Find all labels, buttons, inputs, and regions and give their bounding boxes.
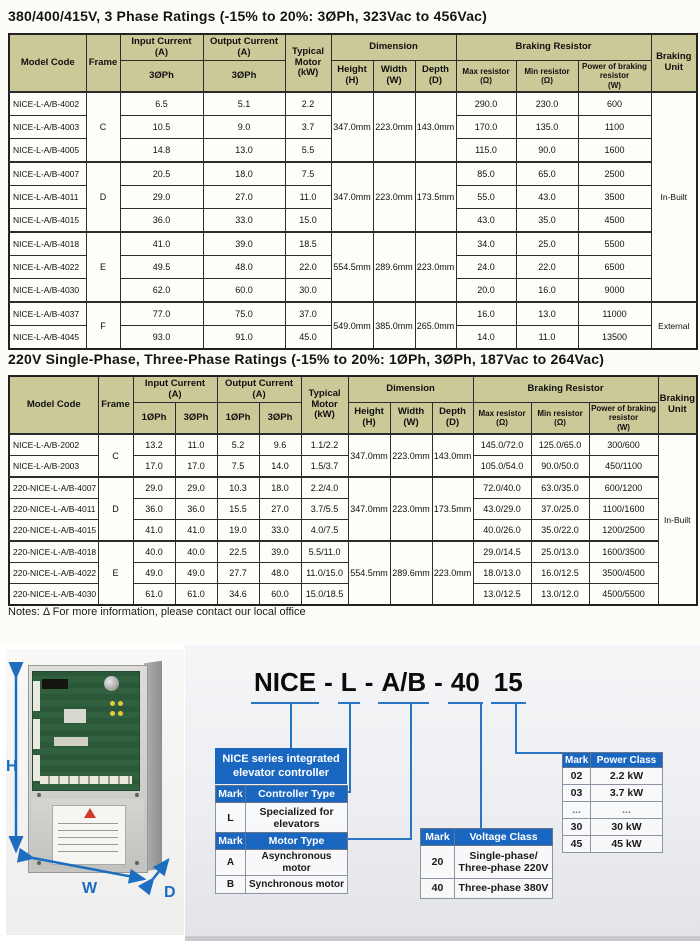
value-cell: 125.0/65.0 — [531, 434, 589, 456]
col-header-frame: Frame — [86, 34, 120, 92]
value-cell: 3500 — [578, 186, 651, 209]
model-code-title — [249, 667, 528, 704]
label-text-line — [58, 851, 118, 852]
value-cell: 33.0 — [259, 520, 301, 542]
value-cell: 170.0 — [456, 116, 516, 139]
connector-line-power — [515, 752, 562, 754]
value-cell: 115.0 — [456, 139, 516, 163]
screw — [135, 793, 139, 797]
value-cell: 16.0/12.5 — [531, 563, 589, 584]
value-cell: 39.0 — [259, 541, 301, 563]
value-cell: 290.0 — [456, 92, 516, 116]
value-cell: 1200/2500 — [589, 520, 658, 542]
value-cell: 5.5/11.0 — [301, 541, 348, 563]
value-cell: 35.0 — [516, 209, 578, 233]
value-cell: 20.0 — [456, 279, 516, 303]
value-cell: 105.0/54.0 — [473, 456, 531, 478]
col-header-width: Width (W) — [373, 61, 415, 93]
col-header-height: Height (H) — [331, 61, 373, 93]
col-header-power-resistor: Power of braking resistor (W) — [589, 403, 658, 435]
value-cell: 1100/1600 — [589, 499, 658, 520]
mark-cell: 03 — [563, 785, 591, 802]
frame-cell: E — [98, 541, 133, 605]
col-header-3ph: 3ØPh — [203, 61, 285, 93]
value-cell: 37.0/25.0 — [531, 499, 589, 520]
value-cell: 36.0 — [133, 499, 175, 520]
col-header-min-resistor: Min resistor (Ω) — [516, 61, 578, 93]
value-cell: 27.7 — [217, 563, 259, 584]
value-cell: 3.7/5.5 — [301, 499, 348, 520]
width-label: W — [82, 880, 98, 897]
value-cell: 41.0 — [120, 232, 203, 256]
dim-cell: 223.0mm — [373, 92, 415, 162]
value-cell: 65.0 — [516, 162, 578, 186]
value-cell: 230.0 — [516, 92, 578, 116]
frame-cell: C — [86, 92, 120, 162]
value-cell: 13.0/12.5 — [473, 584, 531, 606]
pcb-connector — [33, 681, 40, 711]
value-cell: 10.5 — [120, 116, 203, 139]
value-cell: 4500 — [578, 209, 651, 233]
value-cell: 7.5 — [217, 456, 259, 478]
value-cell: Single-phase/ Three-phase 220V — [455, 846, 553, 879]
value-cell: 5500 — [578, 232, 651, 256]
value-cell: 10.3 — [217, 477, 259, 499]
col-header-model: Model Code — [9, 34, 86, 92]
col-header-depth: Depth (D) — [415, 61, 456, 93]
dim-cell: 143.0mm — [415, 92, 456, 162]
screw — [37, 861, 41, 865]
dim-cell: 549.0mm — [331, 302, 373, 349]
dim-cell: 289.6mm — [373, 232, 415, 302]
value-cell: 61.0 — [175, 584, 217, 606]
value-cell: 6.5 — [120, 92, 203, 116]
voltage-class-table — [420, 828, 553, 899]
mark-cell: 20 — [421, 846, 455, 879]
value-cell: 13.0/12.0 — [531, 584, 589, 606]
value-cell: 91.0 — [203, 326, 285, 350]
model-cell: 220-NICE-L-A/B-4030 — [9, 584, 98, 606]
dim-cell: 223.0mm — [390, 434, 432, 477]
value-cell: 27.0 — [259, 499, 301, 520]
col-header-frame: Frame — [98, 376, 133, 434]
braking-unit-cell: External — [651, 302, 697, 349]
value-cell: 45.0 — [285, 326, 331, 350]
value-cell: 13.0 — [203, 139, 285, 163]
value-cell: 93.0 — [120, 326, 203, 350]
dim-cell: 223.0mm — [432, 541, 473, 605]
value-cell: 9.6 — [259, 434, 301, 456]
value-cell: 18.0/13.0 — [473, 563, 531, 584]
value-cell: 135.0 — [516, 116, 578, 139]
pcb-terminal-strip — [40, 776, 132, 784]
pcb-led — [110, 711, 115, 716]
col-header-motor: Typical Motor (kW) — [301, 376, 348, 434]
pcb-connector — [33, 719, 40, 749]
controller-type-table — [215, 785, 348, 834]
col-header-3ph: 3ØPh — [120, 61, 203, 93]
value-cell: 29.0 — [175, 477, 217, 499]
dim-cell: 347.0mm — [348, 434, 390, 477]
value-cell: 5.2 — [217, 434, 259, 456]
model-cell: NICE-L-A/B-4011 — [9, 186, 86, 209]
table2-title: 220V Single-Phase, Three-Phase Ratings (-15% to 20%: 1ØPh, 3ØPh, 187Vac to 264Vac) — [8, 351, 605, 367]
value-cell: 25.0/13.0 — [531, 541, 589, 563]
mark-header: Mark — [216, 833, 246, 850]
model-cell: NICE-L-A/B-4037 — [9, 302, 86, 326]
col-header-depth: Depth (D) — [432, 403, 473, 435]
model-cell: 220-NICE-L-A/B-4018 — [9, 541, 98, 563]
value-cell: 14.8 — [120, 139, 203, 163]
braking-unit-cell: In-Built — [651, 92, 697, 302]
col-header-dimension: Dimension — [331, 34, 456, 61]
mark-cell: 30 — [563, 819, 591, 836]
pcb-chip — [54, 737, 88, 746]
value-cell: 2500 — [578, 162, 651, 186]
col-header-1ph: 1ØPh — [133, 403, 175, 435]
col-header-dimension: Dimension — [348, 376, 473, 403]
dim-cell: 289.6mm — [390, 541, 432, 605]
col-header-braking-unit: Braking Unit — [651, 34, 697, 92]
value-cell: 1.5/3.7 — [301, 456, 348, 478]
dim-cell: 143.0mm — [432, 434, 473, 477]
dim-cell: 223.0mm — [373, 162, 415, 232]
value-cell: 22.0 — [285, 256, 331, 279]
value-cell: 24.0 — [456, 256, 516, 279]
value-cell: 13.0 — [516, 302, 578, 326]
value-cell: 49.0 — [133, 563, 175, 584]
value-cell: 11.0/15.0 — [301, 563, 348, 584]
mark-header: Mark — [563, 753, 591, 768]
value-cell: 85.0 — [456, 162, 516, 186]
connector-line-motor — [347, 838, 410, 840]
depth-label: D — [164, 884, 176, 901]
value-cell: 11.0 — [285, 186, 331, 209]
connector-line-series — [290, 703, 292, 748]
value-cell: 1600 — [578, 139, 651, 163]
dim-cell: 173.5mm — [432, 477, 473, 541]
dim-cell: 385.0mm — [373, 302, 415, 349]
value-cell: 13.2 — [133, 434, 175, 456]
value-cell: 40.0 — [133, 541, 175, 563]
value-cell: 16.0 — [516, 279, 578, 303]
frame-cell: F — [86, 302, 120, 349]
value-cell: 33.0 — [203, 209, 285, 233]
value-cell: 2.2 — [285, 92, 331, 116]
value-cell: 43.0 — [456, 209, 516, 233]
value-cell: 22.5 — [217, 541, 259, 563]
pcb-chip — [64, 709, 86, 723]
value-cell: 90.0/50.0 — [531, 456, 589, 478]
model-cell: NICE-L-A/B-2003 — [9, 456, 98, 478]
value-cell: 75.0 — [203, 302, 285, 326]
ratings-table-220v — [8, 375, 698, 606]
series-description-box: NICE series integrated elevator controller — [215, 748, 347, 784]
model-cell: 220-NICE-L-A/B-4011 — [9, 499, 98, 520]
value-cell: 37.0 — [285, 302, 331, 326]
mark-cell: A — [216, 850, 246, 876]
value-cell: 4500/5500 — [589, 584, 658, 606]
dim-cell: 347.0mm — [331, 92, 373, 162]
connector-line-voltage — [480, 703, 482, 828]
model-cell: 220-NICE-L-A/B-4015 — [9, 520, 98, 542]
value-cell: 39.0 — [203, 232, 285, 256]
value-cell: 13500 — [578, 326, 651, 350]
value-cell: 11.0 — [516, 326, 578, 350]
value-cell: 15.5 — [217, 499, 259, 520]
value-cell: 3500/4500 — [589, 563, 658, 584]
col-header-1ph: 1ØPh — [217, 403, 259, 435]
mark-cell: B — [216, 876, 246, 894]
label-text-line — [58, 830, 118, 831]
value-cell: 11000 — [578, 302, 651, 326]
value-cell: Specialized for elevators — [246, 803, 348, 834]
braking-unit-cell: In-Built — [658, 434, 697, 605]
value-cell: 5.5 — [285, 139, 331, 163]
col-header-input: Input Current (A) — [133, 376, 217, 403]
value-cell: 9.0 — [203, 116, 285, 139]
dim-cell: 347.0mm — [331, 162, 373, 232]
mark-header: Mark — [421, 829, 455, 846]
value-cell: 4.0/7.5 — [301, 520, 348, 542]
value-cell: 2.2/4.0 — [301, 477, 348, 499]
mark-cell: 02 — [563, 768, 591, 785]
value-cell: 36.0 — [175, 499, 217, 520]
col-header-output: Output Current (A) — [217, 376, 301, 403]
frame-cell: C — [98, 434, 133, 477]
value-cell: 40.0 — [175, 541, 217, 563]
value-cell: 17.0 — [175, 456, 217, 478]
connector-line-motor — [410, 703, 412, 840]
frame-cell: D — [98, 477, 133, 541]
value-cell: 25.0 — [516, 232, 578, 256]
value-cell: 29.0/14.5 — [473, 541, 531, 563]
model-cell: NICE-L-A/B-4015 — [9, 209, 86, 233]
value-cell: 29.0 — [133, 477, 175, 499]
controller-type-header: Controller Type — [246, 786, 348, 803]
mark-cell: 45 — [563, 836, 591, 853]
model-cell: NICE-L-A/B-4002 — [9, 92, 86, 116]
value-cell: 15.0/18.5 — [301, 584, 348, 606]
frame-cell: D — [86, 162, 120, 232]
col-header-braking-resistor: Braking Resistor — [456, 34, 651, 61]
value-cell: 30 kW — [591, 819, 663, 836]
value-cell: 63.0/35.0 — [531, 477, 589, 499]
pcb-display — [42, 679, 68, 689]
value-cell: 600/1200 — [589, 477, 658, 499]
value-cell: 6500 — [578, 256, 651, 279]
value-cell: 14.0 — [456, 326, 516, 350]
value-cell: 18.0 — [259, 477, 301, 499]
value-cell: 48.0 — [259, 563, 301, 584]
value-cell: 43.0 — [516, 186, 578, 209]
dim-cell: 223.0mm — [390, 477, 432, 541]
pcb-led — [110, 701, 115, 706]
col-header-braking-unit: Braking Unit — [658, 376, 697, 434]
model-cell: NICE-L-A/B-4018 — [9, 232, 86, 256]
col-header-input: Input Current (A) — [120, 34, 203, 61]
value-cell: 1100 — [578, 116, 651, 139]
col-header-power-resistor: Power of braking resistor (W) — [578, 61, 651, 93]
value-cell: 16.0 — [456, 302, 516, 326]
model-separator: - — [434, 667, 443, 697]
motor-type-header: Motor Type — [246, 833, 348, 850]
value-cell: 43.0/29.0 — [473, 499, 531, 520]
value-cell: 14.0 — [259, 456, 301, 478]
value-cell: 9000 — [578, 279, 651, 303]
ratings-table-380v — [8, 33, 698, 350]
model-cell: NICE-L-A/B-4007 — [9, 162, 86, 186]
value-cell: 45 kW — [591, 836, 663, 853]
voltage-class-header: Voltage Class — [455, 829, 553, 846]
model-cell: NICE-L-A/B-4030 — [9, 279, 86, 303]
table1-title: 380/400/415V, 3 Phase Ratings (-15% to 20%: 3ØPh, 323Vac to 456Vac) — [8, 8, 488, 24]
dim-cell: 173.5mm — [415, 162, 456, 232]
value-cell: 27.0 — [203, 186, 285, 209]
value-cell: 60.0 — [203, 279, 285, 303]
col-header-3ph: 3ØPh — [175, 403, 217, 435]
dim-cell: 554.5mm — [331, 232, 373, 302]
pcb-led — [118, 711, 123, 716]
model-segment-series: NICE — [251, 667, 319, 704]
model-separator: - — [324, 667, 333, 697]
bottom-section — [0, 645, 700, 941]
controller-product-photo — [6, 649, 184, 935]
value-cell: 34.6 — [217, 584, 259, 606]
value-cell: 1.1/2.2 — [301, 434, 348, 456]
value-cell: 36.0 — [120, 209, 203, 233]
value-cell: 19.0 — [217, 520, 259, 542]
dim-cell: 347.0mm — [348, 477, 390, 541]
notes-text: Notes: Δ For more information, please contact our local office — [8, 606, 306, 618]
value-cell: 17.0 — [133, 456, 175, 478]
model-cell: NICE-L-A/B-2002 — [9, 434, 98, 456]
pcb-connector — [33, 755, 40, 781]
value-cell: 61.0 — [133, 584, 175, 606]
value-cell: Asynchronous motor — [246, 850, 348, 876]
warning-triangle-icon — [84, 808, 96, 818]
model-segment-controller: L — [338, 667, 360, 704]
model-segment-motor: A/B — [378, 667, 429, 704]
value-cell: 35.0/22.0 — [531, 520, 589, 542]
col-header-width: Width (W) — [390, 403, 432, 435]
model-cell: NICE-L-A/B-4003 — [9, 116, 86, 139]
value-cell: 3.7 — [285, 116, 331, 139]
value-cell: 90.0 — [516, 139, 578, 163]
value-cell: 30.0 — [285, 279, 331, 303]
value-cell: 49.5 — [120, 256, 203, 279]
label-text-line — [58, 823, 118, 824]
model-cell: NICE-L-A/B-4022 — [9, 256, 86, 279]
dim-cell: 223.0mm — [415, 232, 456, 302]
value-cell: 41.0 — [133, 520, 175, 542]
mark-cell: ... — [563, 802, 591, 819]
value-cell: 41.0 — [175, 520, 217, 542]
value-cell: Synchronous motor — [246, 876, 348, 894]
model-separator: - — [364, 667, 374, 697]
value-cell: 5.1 — [203, 92, 285, 116]
model-cell: 220-NICE-L-A/B-4007 — [9, 477, 98, 499]
label-text-line — [58, 837, 118, 838]
connector-line-power — [515, 703, 517, 754]
model-naming-diagram — [185, 645, 700, 941]
value-cell: 1600/3500 — [589, 541, 658, 563]
connector-line-controller — [349, 703, 351, 793]
value-cell: 20.5 — [120, 162, 203, 186]
dim-cell: 265.0mm — [415, 302, 456, 349]
value-cell: 450/1100 — [589, 456, 658, 478]
value-cell: 18.5 — [285, 232, 331, 256]
value-cell: 55.0 — [456, 186, 516, 209]
height-label: H — [6, 758, 18, 775]
value-cell: 60.0 — [259, 584, 301, 606]
model-cell: NICE-L-A/B-4045 — [9, 326, 86, 350]
label-text-line — [58, 844, 118, 845]
model-segment-voltage: 40 — [448, 667, 483, 704]
pcb-led — [118, 701, 123, 706]
value-cell: 77.0 — [120, 302, 203, 326]
screw — [37, 793, 41, 797]
col-header-output: Output Current (A) — [203, 34, 285, 61]
value-cell: 300/600 — [589, 434, 658, 456]
value-cell: 22.0 — [516, 256, 578, 279]
col-header-max-resistor: Max resistor (Ω) — [473, 403, 531, 435]
col-header-motor: Typical Motor (kW) — [285, 34, 331, 92]
mark-cell: L — [216, 803, 246, 834]
value-cell: 3.7 kW — [591, 785, 663, 802]
value-cell: 49.0 — [175, 563, 217, 584]
screw — [135, 861, 139, 865]
value-cell: 7.5 — [285, 162, 331, 186]
value-cell: 18.0 — [203, 162, 285, 186]
value-cell: 62.0 — [120, 279, 203, 303]
value-cell: 48.0 — [203, 256, 285, 279]
model-cell: 220-NICE-L-A/B-4022 — [9, 563, 98, 584]
pcb-capacitor — [104, 676, 119, 691]
mark-cell: 40 — [421, 879, 455, 899]
value-cell: 2.2 kW — [591, 768, 663, 785]
frame-cell: E — [86, 232, 120, 302]
model-cell: NICE-L-A/B-4005 — [9, 139, 86, 163]
model-segment-power: 15 — [491, 667, 526, 704]
mark-header: Mark — [216, 786, 246, 803]
power-class-table — [562, 752, 663, 853]
value-cell: 34.0 — [456, 232, 516, 256]
value-cell: 11.0 — [175, 434, 217, 456]
value-cell: 15.0 — [285, 209, 331, 233]
col-header-max-resistor: Max resistor (Ω) — [456, 61, 516, 93]
col-header-min-resistor: Min resistor (Ω) — [531, 403, 589, 435]
device-pcb — [32, 671, 140, 791]
value-cell: Three-phase 380V — [455, 879, 553, 899]
value-cell: 600 — [578, 92, 651, 116]
value-cell: 72.0/40.0 — [473, 477, 531, 499]
col-header-model: Model Code — [9, 376, 98, 434]
value-cell: 145.0/72.0 — [473, 434, 531, 456]
motor-type-table — [215, 832, 348, 894]
value-cell: 29.0 — [120, 186, 203, 209]
power-class-header: Power Class — [591, 753, 663, 768]
col-header-height: Height (H) — [348, 403, 390, 435]
col-header-braking-resistor: Braking Resistor — [473, 376, 658, 403]
dim-cell: 554.5mm — [348, 541, 390, 605]
value-cell: 40.0/26.0 — [473, 520, 531, 542]
value-cell: ... — [591, 802, 663, 819]
col-header-3ph: 3ØPh — [259, 403, 301, 435]
